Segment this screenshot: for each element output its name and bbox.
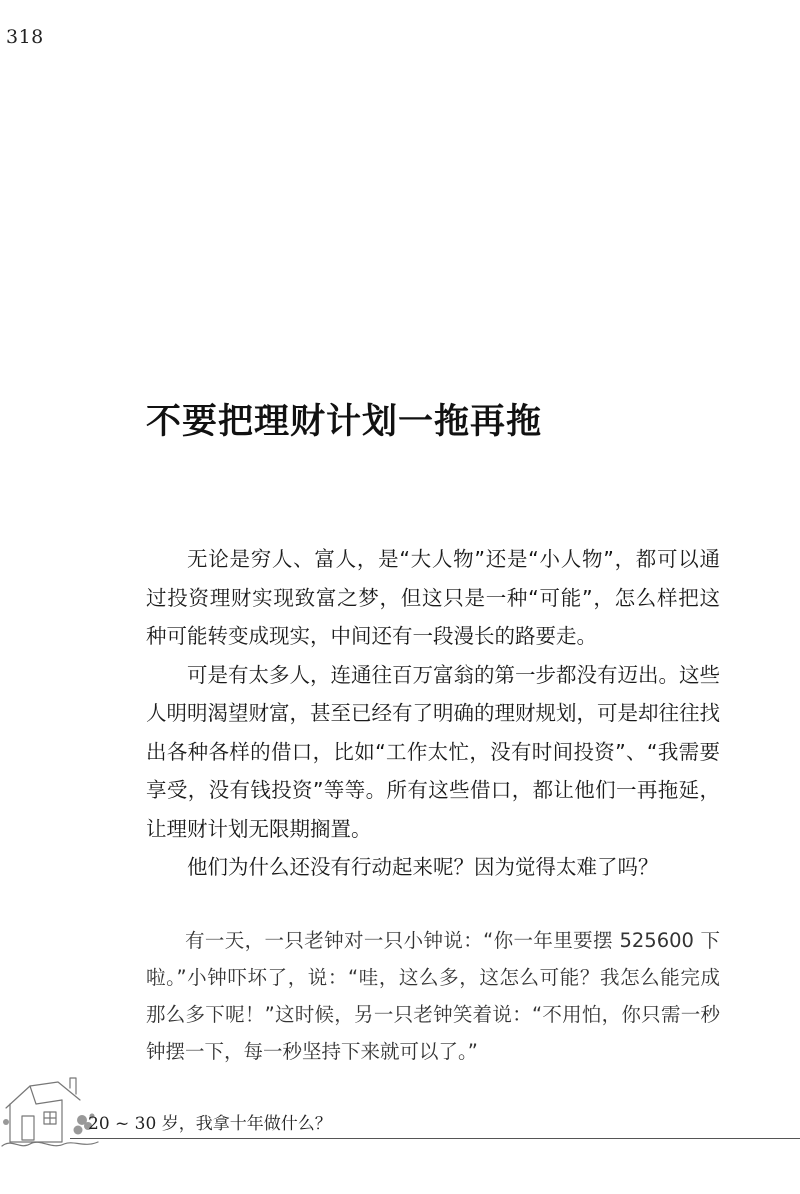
- chapter-title: 不要把理财计划一拖再拖: [146, 401, 543, 442]
- house-illustration: [0, 1060, 100, 1150]
- body-paragraph: 他们为什么还没有行动起来呢？因为觉得太难了吗？: [187, 855, 659, 879]
- running-title: 20 ~ 30 岁，我拿十年做什么？: [88, 1114, 332, 1134]
- page-number: 318: [6, 26, 44, 48]
- story-paragraph: 有一天，一只老钟对一只小钟说：“你一年里要摆 525600 下啦。”小钟吓坏了，说：“哇，这么多，这怎么可能？我怎么能完成那么多下呢！”这时候，另一只老钟笑着说：“不用怕，你只需一秒钟摆一下，每一秒坚持下来就可以了。”: [146, 929, 720, 1063]
- body-paragraph: 无论是穷人、富人，是“大人物”还是“小人物”，都可以通过投资理财实现致富之梦，但这只是一种“可能”，怎么样把这种可能转变成现实，中间还有一段漫长的路要走。: [146, 547, 720, 648]
- footer-rule: [70, 1138, 800, 1139]
- story-text: [146, 922, 720, 1070]
- body-paragraph: 可是有太多人，连通往百万富翁的第一步都没有迈出。这些人明明渴望财富，甚至已经有了明确的理财规划，可是却往往找出各种各样的借口，比如“工作太忙，没有时间投资”、“我需要享受，没有钱投资”等等。所有这些借口，都让他们一再拖延，让理财计划无限期搁置。: [146, 662, 720, 841]
- body-text: [146, 540, 720, 887]
